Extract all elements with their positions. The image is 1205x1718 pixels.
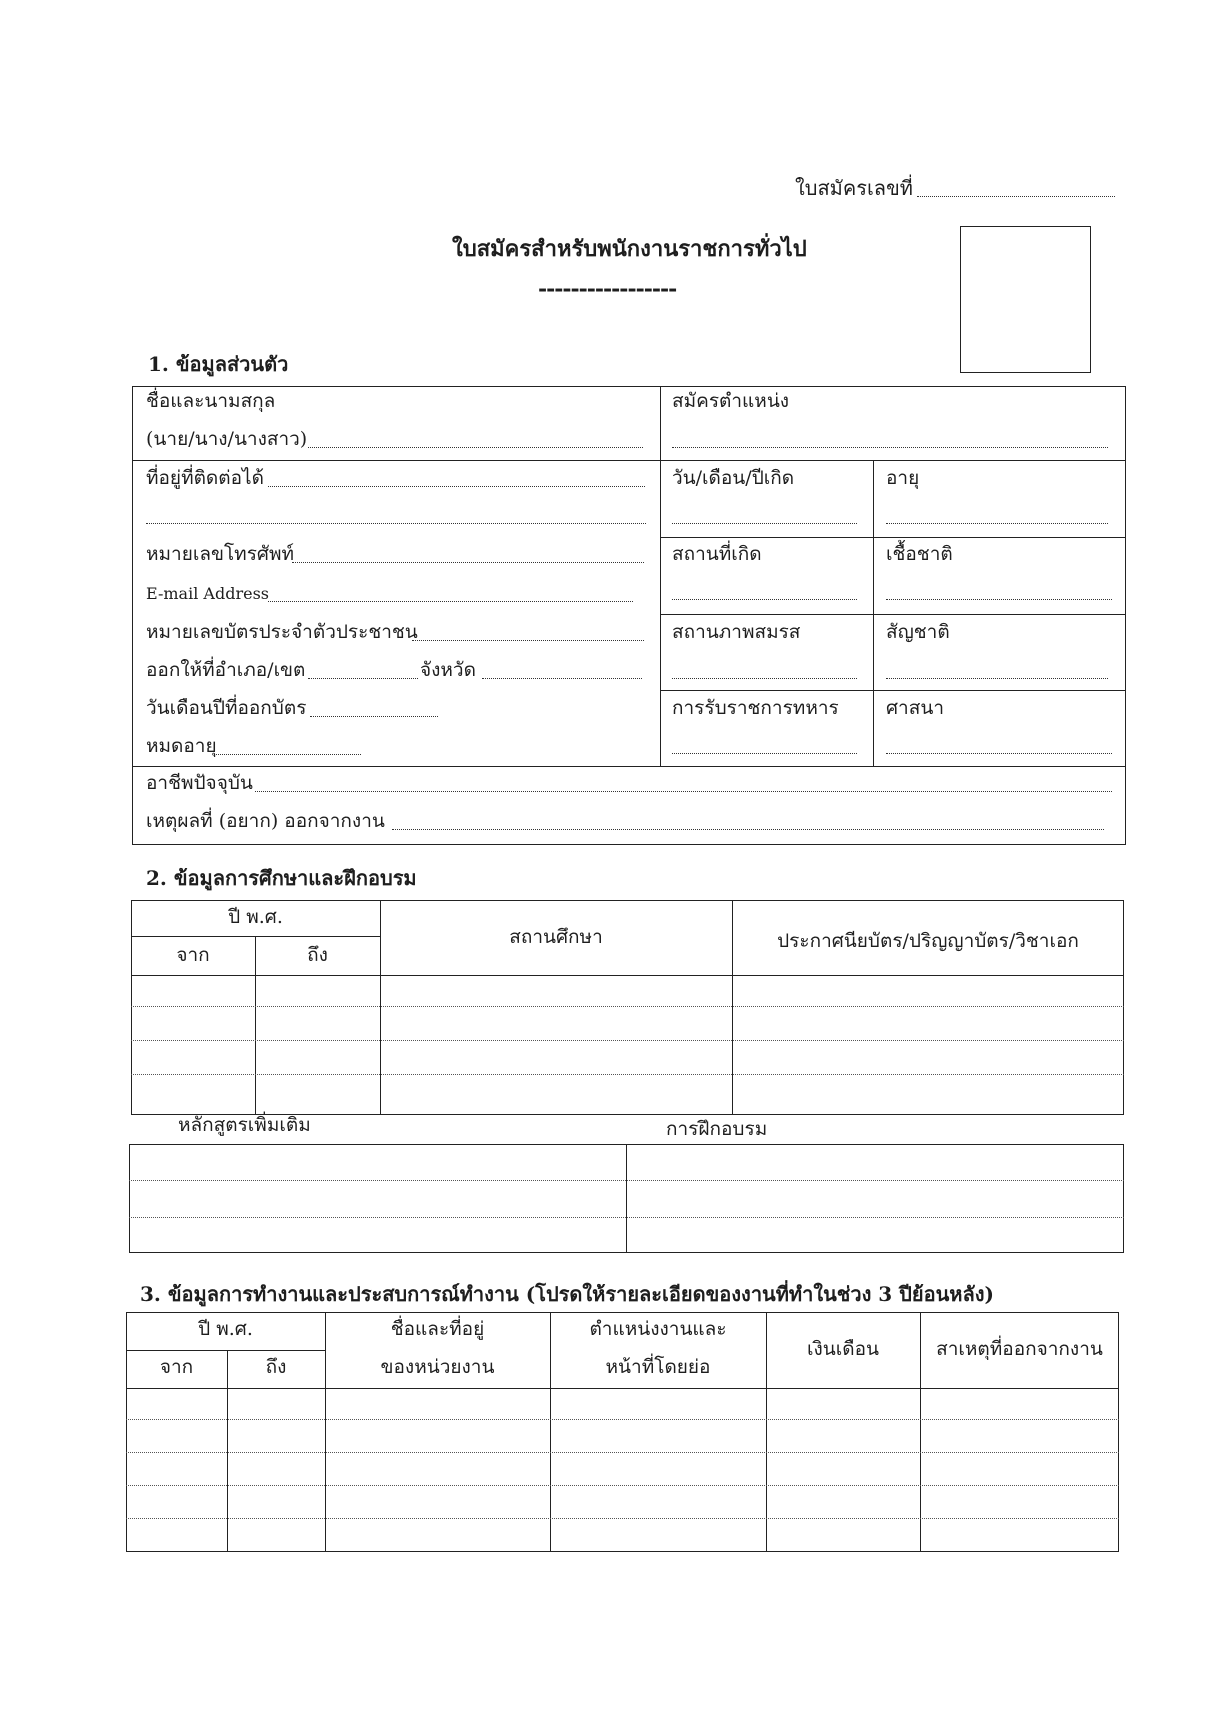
row-divider — [660, 614, 1126, 615]
dotted-row-line — [131, 1074, 1124, 1075]
dob-label: วัน/เดือน/ปีเกิด — [672, 467, 795, 489]
expiry-field[interactable] — [216, 754, 361, 755]
column-divider — [626, 1144, 627, 1253]
name-label: ชื่อและนามสกุล — [146, 390, 276, 412]
email-field[interactable] — [268, 601, 633, 602]
age-label: อายุ — [886, 467, 920, 489]
id-card-field[interactable] — [412, 640, 644, 641]
dotted-row-line — [126, 1518, 1119, 1519]
id-card-label: หมายเลขบัตรประจำตัวประชาชน — [146, 621, 418, 643]
dotted-row-line — [129, 1217, 1124, 1218]
header-bottom-line — [126, 1388, 1119, 1389]
occupation-label: อาชีพปัจจุบัน — [146, 772, 253, 794]
degree-header: ประกาศนียบัตร/ปริญญาบัตร/วิชาเอก — [777, 930, 1079, 952]
column-divider — [227, 1350, 228, 1552]
dotted-row-line — [131, 1006, 1124, 1007]
position-label: สมัครตำแหน่ง — [672, 390, 790, 412]
training-label: การฝึกอบรม — [666, 1118, 768, 1140]
work-year-header: ปี พ.ศ. — [198, 1318, 253, 1340]
row-divider — [126, 1350, 325, 1351]
header-bottom-line — [131, 975, 1124, 976]
photo-box[interactable] — [960, 226, 1091, 373]
institution-header: สถานศึกษา — [509, 926, 603, 948]
duty-header-line2: หน้าที่โดยย่อ — [605, 1356, 711, 1378]
ethnicity-label: เชื้อชาติ — [886, 543, 953, 565]
dotted-row-line — [126, 1485, 1119, 1486]
title-prefix-label: (นาย/นาง/นางสาว) — [146, 428, 308, 450]
birthplace-label: สถานที่เกิด — [672, 543, 762, 565]
application-number-field[interactable] — [917, 196, 1115, 197]
province-label: จังหวัด — [420, 659, 476, 681]
to-header: ถึง — [307, 944, 328, 966]
page-title: ใบสมัครสำหรับพนักงานราชการทั่วไป — [452, 236, 807, 262]
column-divider — [873, 460, 874, 766]
dob-field[interactable] — [672, 523, 857, 524]
phone-label: หมายเลขโทรศัพท์ — [146, 543, 295, 565]
issued-at-label: ออกให้ที่อำเภอ/เขต — [146, 659, 306, 681]
title-underline: ----------------- — [538, 276, 677, 302]
work-from-header: จาก — [159, 1356, 194, 1378]
dotted-row-line — [129, 1180, 1124, 1181]
column-divider — [550, 1312, 551, 1552]
age-field[interactable] — [886, 523, 1108, 524]
address-label: ที่อยู่ที่ติดต่อได้ — [146, 467, 264, 489]
email-label: E-mail Address — [146, 584, 269, 603]
section2-heading: 2. ข้อมูลการศึกษาและฝึกอบรม — [146, 866, 417, 890]
year-header: ปี พ.ศ. — [228, 906, 283, 928]
marital-status-label: สถานภาพสมรส — [672, 621, 801, 643]
row-divider — [132, 766, 1126, 767]
religion-field[interactable] — [886, 753, 1112, 754]
column-divider — [660, 386, 661, 766]
row-divider — [660, 690, 1126, 691]
occupation-field[interactable] — [255, 791, 1112, 792]
leaving-reason-field[interactable] — [392, 829, 1104, 830]
ethnicity-field[interactable] — [886, 599, 1112, 600]
personal-info-table — [132, 386, 1126, 845]
religion-label: ศาสนา — [886, 697, 944, 719]
position-field[interactable] — [672, 447, 1108, 448]
org-header-line1: ชื่อและที่อยู่ — [390, 1318, 485, 1340]
expiry-label: หมดอายุ — [146, 735, 217, 757]
section3-heading: 3. ข้อมูลการทำงานและประสบการณ์ทำงาน (โปรดให้รายละเอียดของงานที่ทำในช่วง 3 ปีย้อนหลัง) — [140, 1282, 994, 1306]
province-field[interactable] — [482, 678, 642, 679]
column-divider — [325, 1312, 326, 1552]
dotted-row-line — [126, 1419, 1119, 1420]
birthplace-field[interactable] — [672, 599, 857, 600]
dotted-row-line — [131, 1040, 1124, 1041]
from-header: จาก — [176, 944, 210, 966]
row-divider — [131, 936, 380, 937]
nationality-label: สัญชาติ — [886, 621, 950, 643]
issue-date-field[interactable] — [310, 716, 438, 717]
military-service-field[interactable] — [672, 753, 857, 754]
org-header-line2: ของหน่วยงาน — [380, 1356, 495, 1378]
row-divider — [660, 537, 1126, 538]
marital-status-field[interactable] — [672, 678, 857, 679]
nationality-field[interactable] — [886, 678, 1108, 679]
military-service-label: การรับราชการทหาร — [672, 697, 839, 719]
extra-courses-label: หลักสูตรเพิ่มเติม — [178, 1114, 311, 1136]
row-divider — [132, 460, 1126, 461]
leaving-reason-label: เหตุผลที่ (อยาก) ออกจากงาน — [146, 810, 385, 832]
reason-header: สาเหตุที่ออกจากงาน — [936, 1338, 1103, 1360]
address-field-line1[interactable] — [268, 486, 645, 487]
section1-heading: 1. ข้อมูลส่วนตัว — [148, 352, 289, 376]
duty-header-line1: ตำแหน่งงานและ — [589, 1318, 727, 1340]
work-to-header: ถึง — [265, 1356, 287, 1378]
issue-date-label: วันเดือนปีที่ออกบัตร — [146, 697, 307, 719]
salary-header: เงินเดือน — [807, 1338, 879, 1360]
phone-field[interactable] — [292, 562, 644, 563]
application-number-label: ใบสมัครเลขที่ — [795, 176, 913, 200]
dotted-row-line — [126, 1452, 1119, 1453]
address-field-line2[interactable] — [146, 523, 646, 524]
issued-at-field[interactable] — [308, 678, 418, 679]
name-field[interactable] — [308, 447, 643, 448]
